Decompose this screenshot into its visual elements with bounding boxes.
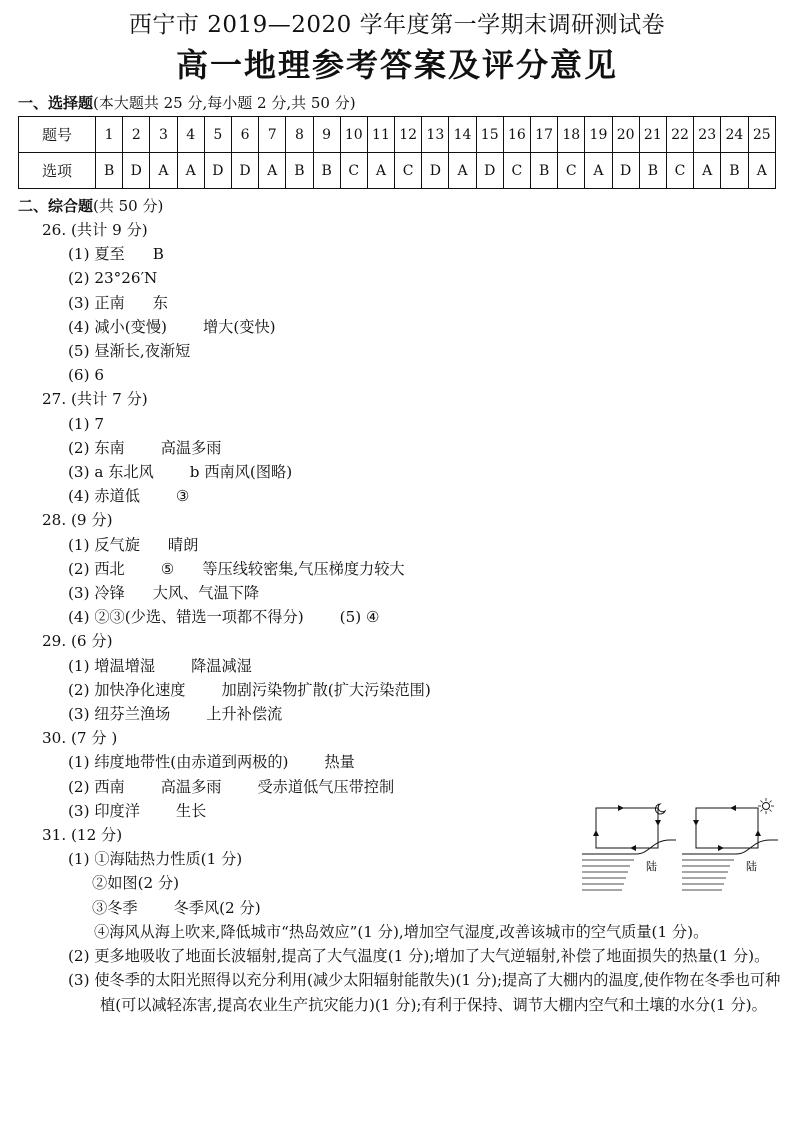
section-1-note: (本大题共 25 分,每小题 2 分,共 50 分) (93, 94, 356, 112)
day-breeze-diagram (682, 798, 778, 890)
q30-3-a: (3) 印度洋 (68, 801, 140, 820)
q31-1-3-a: ③冬季 (92, 898, 138, 917)
answer-cell: A (150, 153, 177, 189)
question-number-cell: 4 (177, 117, 204, 153)
q31-heading: 31. (12 分) (42, 826, 123, 845)
q28-2-c: 等压线较密集,气压梯度力较大 (202, 559, 405, 578)
answer-table (18, 116, 776, 189)
q26-answer-6: (6) 6 (68, 366, 105, 385)
q28-3-b: 大风、气温下降 (152, 584, 260, 603)
q30-answer-1 (42, 750, 782, 774)
answer-cell: B (531, 153, 558, 189)
answer-cell: A (694, 153, 721, 189)
q29-1-a: (1) 增温增湿 (68, 656, 156, 675)
answer-cell: A (748, 153, 776, 189)
question-number-cell: 11 (367, 117, 394, 153)
q27-2-a: (2) 东南 (68, 438, 125, 457)
q26-1-b: B (152, 245, 164, 264)
q31-answer-1-3 (42, 896, 782, 920)
q27-3-a: (3) a 东北风 (68, 463, 154, 482)
q27-answer-2 (42, 436, 782, 460)
q31-answer-1-2: ②如图(2 分) (92, 874, 180, 893)
answer-cell: B (639, 153, 666, 189)
q29-2-b: 加剧污染物扩散(扩大污染范围) (221, 680, 431, 699)
q28-2-b: ⑤ (160, 559, 175, 578)
answers-body (42, 218, 782, 1017)
q30-1-a: (1) 纬度地带性(由赤道到两极的) (68, 753, 289, 772)
q28-answer-3 (42, 581, 782, 605)
question-number-cell: 9 (313, 117, 340, 153)
answer-cell: A (449, 153, 476, 189)
answer-cell: C (503, 153, 530, 189)
q28-answer-1 (42, 533, 782, 557)
sea-land-breeze-figure (580, 796, 780, 896)
q31-answer-2: (2) 更多地吸收了地面长波辐射,提高了大气温度(1 分);增加了大气逆辐射,补偿了地面损失的热量(1 分)。 (68, 947, 770, 966)
question-number-cell: 12 (395, 117, 422, 153)
question-number-row (19, 117, 776, 153)
answer-cell: D (123, 153, 150, 189)
question-number-cell: 19 (585, 117, 612, 153)
q26-3-b: 东 (152, 293, 168, 312)
question-number-cell: 8 (286, 117, 313, 153)
answer-cell: B (313, 153, 340, 189)
q27-heading: 27. (共计 7 分) (42, 390, 148, 409)
question-number-cell: 5 (204, 117, 231, 153)
q26-answer-1 (42, 242, 782, 266)
question-number-cell: 14 (449, 117, 476, 153)
q28-answer-2 (42, 557, 782, 581)
section-1-heading (18, 92, 356, 113)
q26-answer-2: (2) 23°26′N (68, 269, 158, 288)
q30-2-b: 高温多雨 (160, 777, 222, 796)
q26-4-a: (4) 减小(变慢) (68, 317, 167, 336)
q27-answer-4 (42, 484, 782, 508)
answer-cell: C (558, 153, 585, 189)
q30-2-a: (2) 西南 (68, 777, 125, 796)
question-number-cell: 25 (748, 117, 776, 153)
question-number-cell: 7 (259, 117, 286, 153)
question-number-cell: 6 (231, 117, 258, 153)
answer-cell: D (612, 153, 639, 189)
question-number-cell: 22 (666, 117, 693, 153)
q30-heading: 30. (7 分 ) (42, 729, 118, 748)
answer-cell: B (721, 153, 748, 189)
q27-answer-3 (42, 460, 782, 484)
q31-answer-1-4: ④海风从海上吹来,降低城市“热岛效应”(1 分),增加空气湿度,改善该城市的空气质量(1 分)。 (94, 922, 709, 941)
q28-4-a: (4) ②③(少选、错选一项都不得分) (68, 608, 304, 627)
answer-cell: C (340, 153, 367, 189)
q31-answer-1-1: (1) ①海陆热力性质(1 分) (68, 850, 243, 869)
q28-3-a: (3) 冷锋 (68, 584, 125, 603)
q29-2-a: (2) 加快净化速度 (68, 680, 186, 699)
answer-key-title: 高一地理参考答案及评分意见 (175, 46, 618, 84)
moon-icon (655, 804, 665, 814)
q30-3-b: 生长 (175, 801, 207, 820)
question-number-cell: 13 (422, 117, 449, 153)
section-1-title: 一、选择题 (18, 94, 94, 112)
q28-answer-4 (42, 605, 782, 629)
question-number-cell: 10 (340, 117, 367, 153)
answer-cell: A (367, 153, 394, 189)
q29-3-b: 上升补偿流 (206, 705, 283, 724)
q28-1-a: (1) 反气旋 (68, 535, 140, 554)
q28-2-a: (2) 西北 (68, 559, 125, 578)
answer-cell: D (231, 153, 258, 189)
question-number-cell: 15 (476, 117, 503, 153)
land-label-left: 陆 (646, 860, 657, 873)
answer-cell: D (476, 153, 503, 189)
q28-heading: 28. (9 分) (42, 511, 113, 530)
sun-icon (758, 798, 774, 814)
section-2-note: (共 50 分) (93, 197, 164, 215)
q29-answer-2 (42, 678, 782, 702)
q26-answer-5: (5) 昼渐长,夜渐短 (68, 342, 191, 361)
question-number-cell: 16 (503, 117, 530, 153)
section-2-title: 二、综合题 (18, 197, 94, 215)
q26-3-a: (3) 正南 (68, 293, 125, 312)
q29-answer-1 (42, 654, 782, 678)
q26-heading: 26. (共计 9 分) (42, 221, 148, 239)
answer-cell: A (259, 153, 286, 189)
q29-answer-3 (42, 702, 782, 726)
answer-cell: B (96, 153, 123, 189)
question-number-cell: 1 (96, 117, 123, 153)
answer-label: 选项 (19, 153, 96, 189)
answer-cell: C (395, 153, 422, 189)
q29-heading: 29. (6 分) (42, 632, 113, 651)
q28-5: (5) ④ (339, 608, 380, 627)
q27-4-b: ③ (175, 487, 190, 506)
question-number-cell: 21 (639, 117, 666, 153)
q28-1-b: 晴朗 (167, 535, 199, 554)
q26-1-a: (1) 夏至 (68, 245, 125, 264)
q26-answer-4 (42, 315, 782, 339)
q27-3-b: b 西南风(图略) (189, 463, 293, 482)
land-label-right: 陆 (746, 860, 757, 873)
q31-1-3-b: 冬季风(2 分) (173, 898, 261, 917)
question-number-label: 题号 (19, 117, 96, 153)
q29-1-b: 降温减湿 (191, 656, 252, 675)
answer-cell: D (422, 153, 449, 189)
q31-answer-3: (3) 使冬季的太阳光照得以充分利用(减少太阳辐射能散失)(1 分);提高了大棚内的温度,使作物在冬季也可种植(可以减轻冻害,提高农业生产抗灾能力)(1 分);有利于保持、调节大棚内空气和土壤的水分(1 分)。 (68, 971, 781, 1014)
q29-3-a: (3) 纽芬兰渔场 (68, 705, 171, 724)
q26-4-b: 增大(变快) (202, 317, 276, 336)
question-number-cell: 18 (558, 117, 585, 153)
question-number-cell: 24 (721, 117, 748, 153)
answer-cell: A (585, 153, 612, 189)
night-breeze-diagram (582, 804, 676, 890)
exam-title: 西宁市 2019—2020 学年度第一学期末调研测试卷 (128, 12, 666, 38)
q30-2-c: 受赤道低气压带控制 (257, 777, 395, 796)
q30-1-b: 热量 (324, 753, 355, 772)
q27-2-b: 高温多雨 (160, 438, 222, 457)
q27-4-a: (4) 赤道低 (68, 487, 140, 506)
question-number-cell: 3 (150, 117, 177, 153)
question-number-cell: 2 (123, 117, 150, 153)
answer-cell: C (666, 153, 693, 189)
answer-cell: B (286, 153, 313, 189)
section-2-heading (18, 195, 163, 216)
question-number-cell: 20 (612, 117, 639, 153)
question-number-cell: 17 (531, 117, 558, 153)
question-number-cell: 23 (694, 117, 721, 153)
q26-answer-3 (42, 291, 782, 315)
answer-row (19, 153, 776, 189)
answer-cell: D (204, 153, 231, 189)
answer-cell: A (177, 153, 204, 189)
q27-answer-1: (1) 7 (68, 414, 105, 433)
